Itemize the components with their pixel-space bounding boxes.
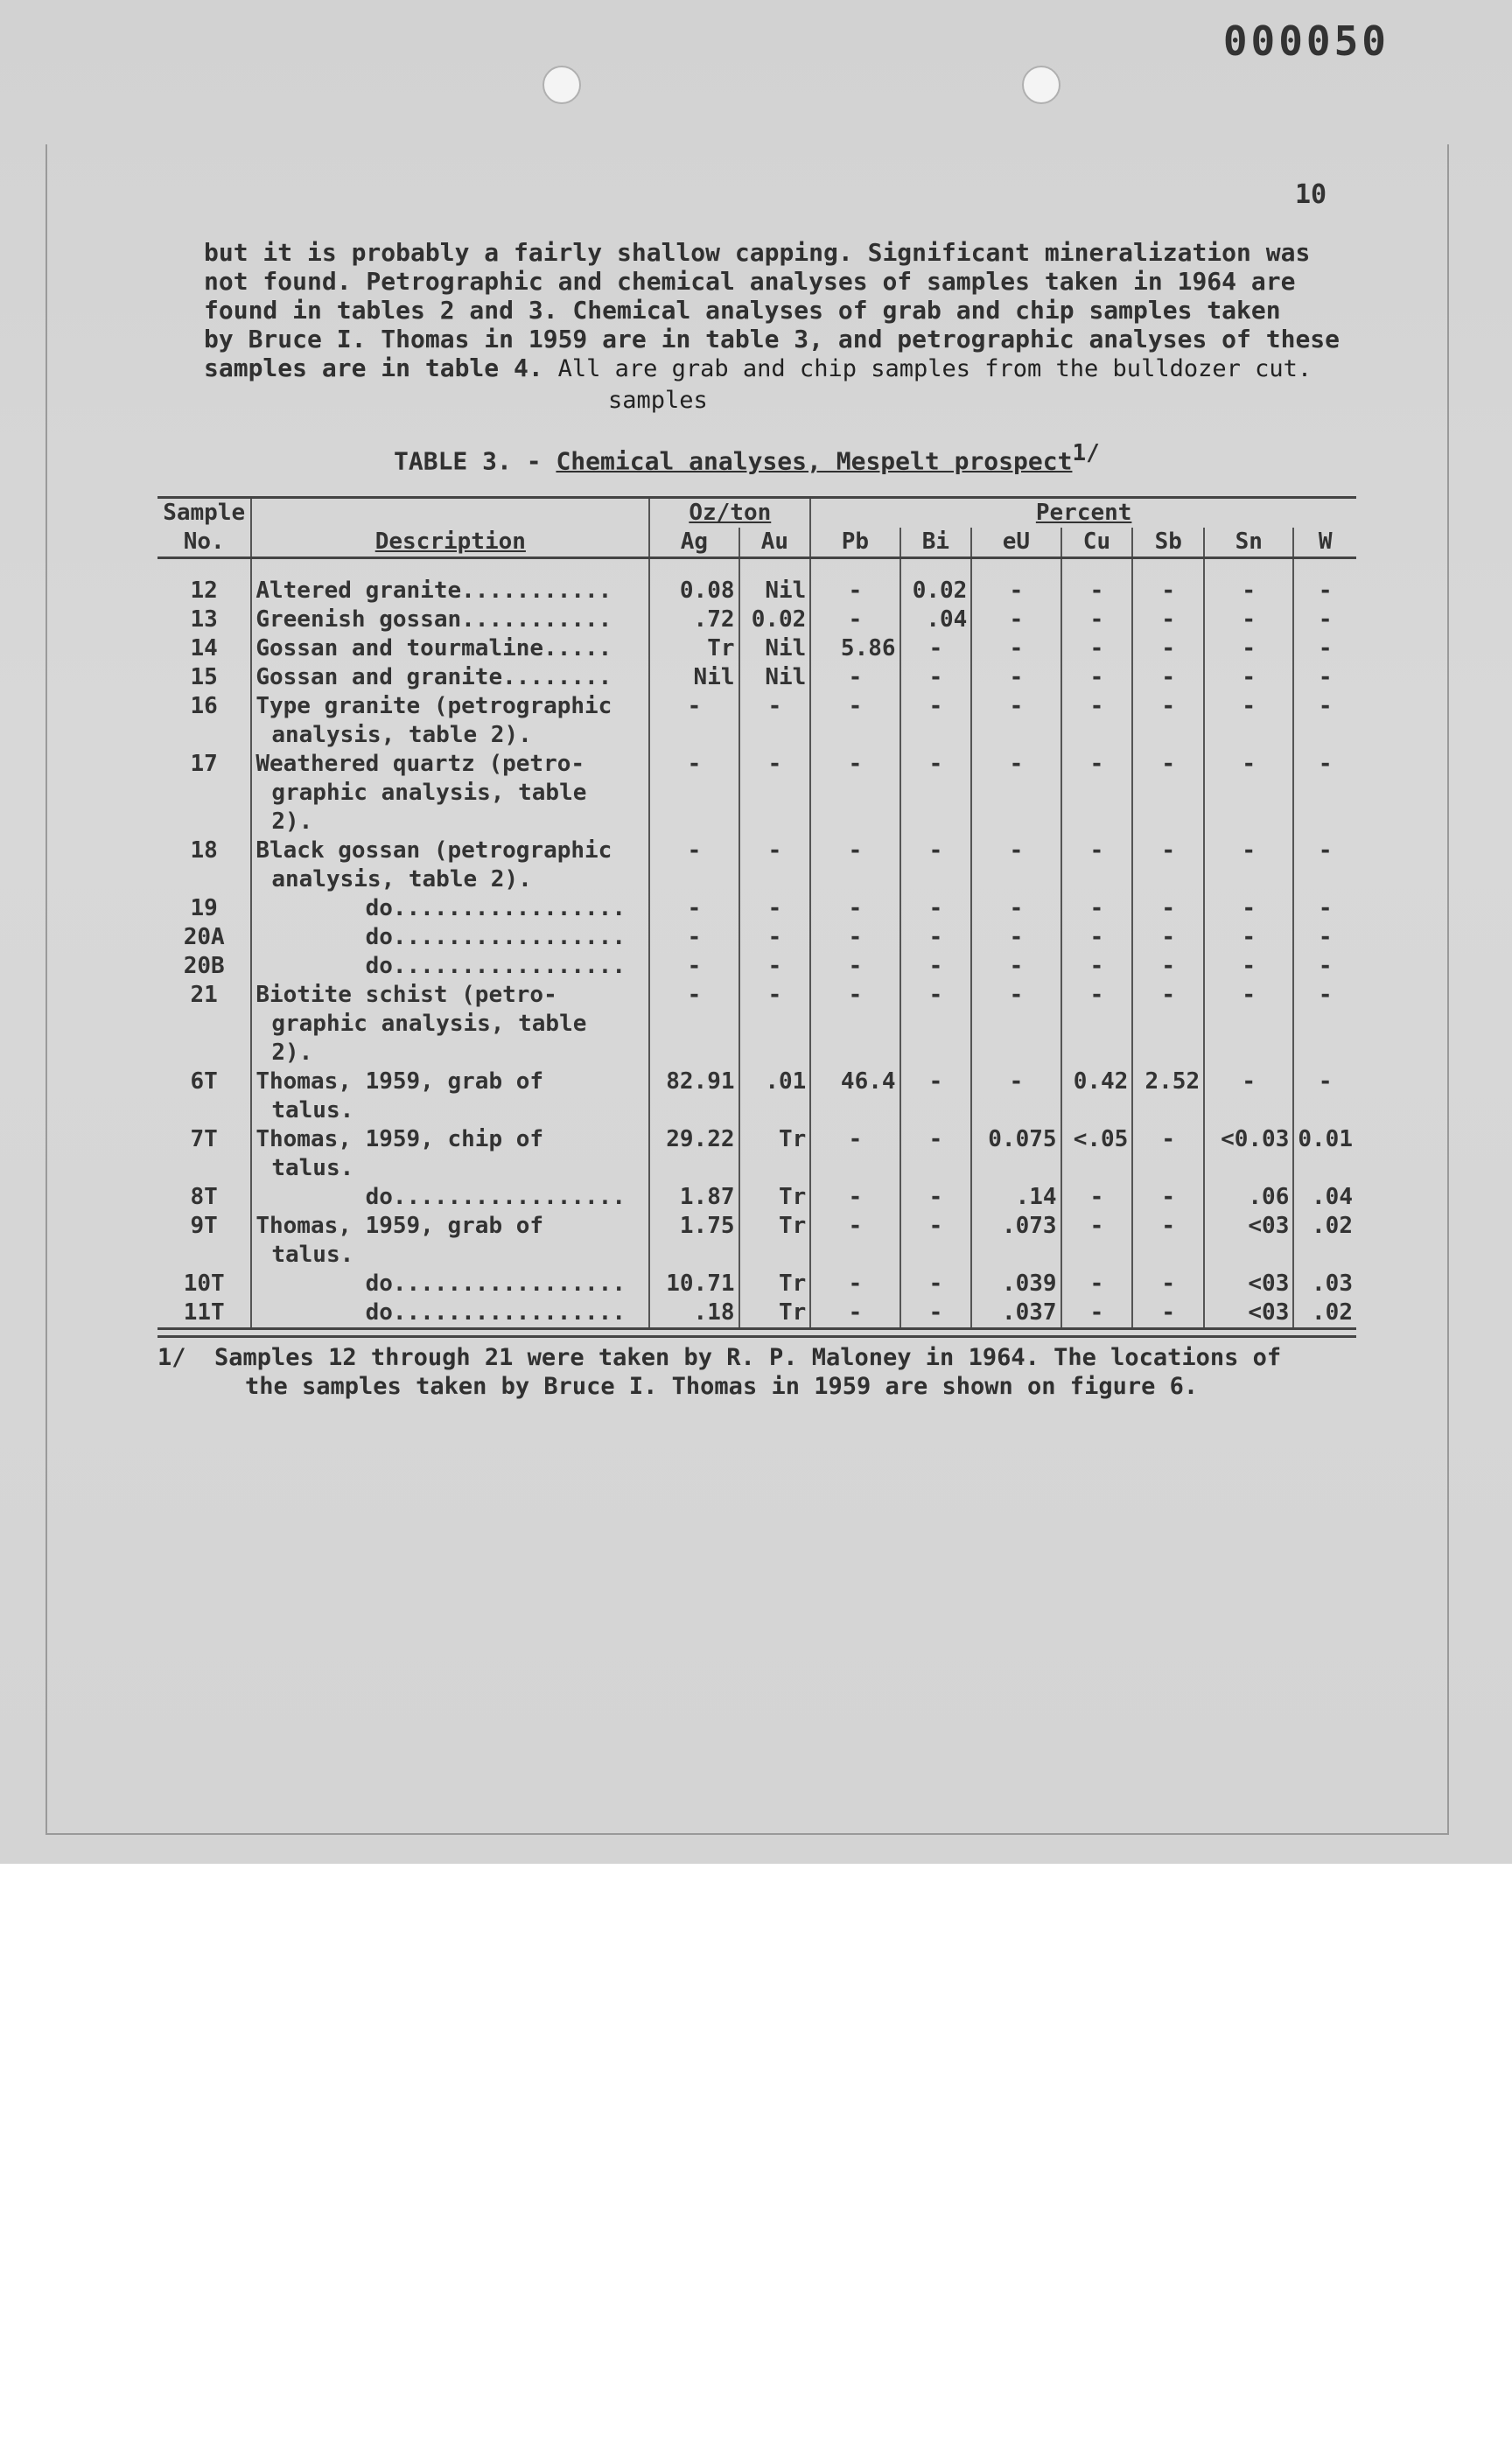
value-au: -	[739, 981, 811, 1068]
description-line: Thomas, 1959, chip of	[256, 1126, 544, 1152]
value-ag: 0.08	[649, 577, 738, 606]
value-cu: -	[1061, 663, 1133, 692]
value-cu: <.05	[1061, 1125, 1133, 1183]
value-sb: -	[1132, 923, 1204, 952]
value-pb: -	[810, 750, 900, 836]
value-au: Tr	[739, 1183, 811, 1212]
value-eu: -	[971, 952, 1060, 981]
value-eu: -	[971, 577, 1060, 606]
sample-description	[251, 952, 649, 981]
description-line: Biotite schist (petro-	[256, 982, 557, 1008]
spacer-row	[158, 558, 1356, 578]
header-sample-no: No.	[158, 528, 251, 558]
value-w: -	[1293, 750, 1356, 836]
value-cu: -	[1061, 836, 1133, 894]
value-au: -	[739, 692, 811, 750]
value-bi: -	[900, 750, 972, 836]
value-au: Nil	[739, 634, 811, 663]
value-ag: -	[649, 952, 738, 981]
value-sn: -	[1204, 923, 1293, 952]
header-group-percent	[810, 498, 1356, 528]
sample-number: 9T	[190, 1213, 218, 1239]
value-ag: -	[649, 692, 738, 750]
punch-hole-icon	[1022, 66, 1060, 104]
description-line: do.................	[256, 1184, 626, 1210]
value-pb: -	[810, 981, 900, 1068]
sample-description	[251, 1125, 649, 1183]
value-ag: -	[649, 923, 738, 952]
value-w: -	[1293, 1068, 1356, 1125]
value-au: -	[739, 952, 811, 981]
sample-number: 15	[190, 664, 218, 690]
header-au: Au	[739, 528, 811, 558]
value-sb: -	[1132, 1270, 1204, 1298]
value-sn: <0.03	[1204, 1125, 1293, 1183]
sample-number: 19	[190, 895, 218, 921]
sample-number: 11T	[158, 1298, 251, 1329]
punch-hole-icon	[542, 66, 581, 104]
value-eu: -	[971, 663, 1060, 692]
table-footnote	[158, 1335, 1348, 1401]
sample-number: 8T	[190, 1184, 218, 1210]
value-ag: .72	[649, 606, 738, 634]
description-line: Thomas, 1959, grab of	[256, 1068, 544, 1095]
value-bi: -	[900, 981, 972, 1068]
value-w: .02	[1293, 1298, 1356, 1329]
description-line: Weathered quartz (petro-	[256, 751, 585, 777]
typed-addition: All are grab and chip samples from the bulldozer cut.	[557, 355, 1312, 382]
value-ag: 1.87	[649, 1183, 738, 1212]
value-sb: -	[1132, 1212, 1204, 1270]
value-sn: -	[1204, 692, 1293, 750]
value-pb: 5.86	[810, 634, 900, 663]
table-title-prefix: TABLE 3. -	[394, 446, 556, 476]
value-w: -	[1293, 923, 1356, 952]
value-ag: Nil	[649, 663, 738, 692]
value-eu: -	[971, 634, 1060, 663]
value-sn: -	[1204, 894, 1293, 923]
value-pb: -	[810, 1212, 900, 1270]
value-w: -	[1293, 663, 1356, 692]
footnote-rule	[158, 1335, 1356, 1338]
sample-description	[251, 750, 649, 836]
table-row	[158, 634, 1356, 663]
inserted-word: samples	[608, 387, 708, 414]
table-row	[158, 894, 1356, 923]
description-line: do.................	[256, 895, 626, 921]
value-bi: -	[900, 634, 972, 663]
paragraph-line: by Bruce I. Thomas in 1959 are in table 3, and petrographic analyses of these	[204, 325, 1340, 354]
sample-description	[251, 981, 649, 1068]
table-row	[158, 1125, 1356, 1183]
sample-description	[251, 1270, 649, 1298]
value-au: -	[739, 750, 811, 836]
header-cu: Cu	[1061, 528, 1133, 558]
value-bi: -	[900, 1183, 972, 1212]
value-sb: 2.52	[1132, 1068, 1204, 1125]
value-pb: -	[810, 894, 900, 923]
table-body	[158, 558, 1356, 1329]
value-w: -	[1293, 577, 1356, 606]
value-sn: -	[1204, 663, 1293, 692]
value-pb: -	[810, 952, 900, 981]
description-line: do.................	[256, 953, 626, 979]
value-sn: -	[1204, 606, 1293, 634]
value-ag: 82.91	[649, 1068, 738, 1125]
value-ag: 1.75	[649, 1212, 738, 1270]
value-au: 0.02	[739, 606, 811, 634]
value-bi: -	[900, 692, 972, 750]
value-ag: -	[649, 836, 738, 894]
value-bi: -	[900, 1068, 972, 1125]
value-au: Tr	[739, 1125, 811, 1183]
header-w: W	[1293, 528, 1356, 558]
value-bi: -	[900, 1212, 972, 1270]
value-pb: -	[810, 923, 900, 952]
value-w: .03	[1293, 1270, 1356, 1298]
value-cu: -	[1061, 634, 1133, 663]
value-pb: 46.4	[810, 1068, 900, 1125]
table-row	[158, 606, 1356, 634]
sample-description	[251, 923, 649, 952]
value-au: .01	[739, 1068, 811, 1125]
value-sb: -	[1132, 1125, 1204, 1183]
description-line: graphic analysis, table	[271, 1011, 587, 1037]
table-row	[158, 750, 1356, 836]
sample-number: 17	[190, 751, 218, 777]
value-cu: 0.42	[1061, 1068, 1133, 1125]
description-line: Thomas, 1959, grab of	[256, 1213, 544, 1239]
sample-description	[251, 1298, 649, 1329]
header-sb: Sb	[1132, 528, 1204, 558]
value-au: -	[739, 923, 811, 952]
table-row	[158, 1183, 1356, 1212]
value-sb: -	[1132, 750, 1204, 836]
value-ag: Tr	[649, 634, 738, 663]
value-eu: -	[971, 836, 1060, 894]
value-sb: -	[1132, 894, 1204, 923]
value-bi: -	[900, 1298, 972, 1329]
sample-description	[251, 1068, 649, 1125]
sample-description	[251, 1183, 649, 1212]
value-cu: -	[1061, 692, 1133, 750]
sample-number: 6T	[190, 1068, 218, 1095]
sample-number: 16	[190, 693, 218, 719]
value-sb: -	[1132, 606, 1204, 634]
sample-number: 13	[190, 606, 218, 633]
value-eu: -	[971, 981, 1060, 1068]
table-title	[394, 440, 1100, 475]
sample-description	[251, 663, 649, 692]
value-eu: -	[971, 606, 1060, 634]
description-line: do.................	[256, 1299, 626, 1326]
header-description-label: Description	[374, 528, 526, 555]
value-cu: -	[1061, 981, 1133, 1068]
value-pb: -	[810, 577, 900, 606]
body-paragraph	[204, 238, 1341, 383]
value-sn: -	[1204, 836, 1293, 894]
description-line: analysis, table 2).	[271, 722, 532, 748]
value-eu: .073	[971, 1212, 1060, 1270]
value-au: -	[739, 894, 811, 923]
description-line: Greenish gossan...........	[256, 606, 612, 633]
description-line: Altered granite...........	[256, 578, 612, 604]
table-row	[158, 663, 1356, 692]
table-row	[158, 1212, 1356, 1270]
value-bi: -	[900, 663, 972, 692]
value-w: -	[1293, 836, 1356, 894]
value-eu: .039	[971, 1270, 1060, 1298]
description-line: talus.	[271, 1155, 354, 1181]
chemical-analyses-table	[158, 496, 1356, 1330]
header-description	[251, 528, 649, 558]
value-cu: -	[1061, 577, 1133, 606]
value-sb: -	[1132, 1183, 1204, 1212]
value-eu: -	[971, 923, 1060, 952]
value-sn: <03	[1204, 1212, 1293, 1270]
paragraph-line: but it is probably a fairly shallow capping. Significant mineralization was	[204, 238, 1311, 267]
value-cu: -	[1061, 894, 1133, 923]
document-stamp-number: 000050	[1222, 18, 1390, 65]
value-sn: -	[1204, 750, 1293, 836]
description-line: Gossan and tourmaline.....	[256, 635, 612, 662]
sample-number: 12	[190, 578, 218, 604]
table-row	[158, 577, 1356, 606]
value-w: -	[1293, 894, 1356, 923]
sample-description	[251, 634, 649, 663]
value-cu: -	[1061, 1212, 1133, 1270]
value-cu: -	[1061, 952, 1133, 981]
value-sb: -	[1132, 692, 1204, 750]
value-pb: -	[810, 1298, 900, 1329]
value-pb: -	[810, 692, 900, 750]
value-w: -	[1293, 952, 1356, 981]
sample-description	[251, 577, 649, 606]
value-sn: -	[1204, 952, 1293, 981]
value-sn: -	[1204, 1068, 1293, 1125]
value-eu: .14	[971, 1183, 1060, 1212]
value-cu: -	[1061, 1183, 1133, 1212]
paragraph-line: not found. Petrographic and chemical analyses of samples taken in 1964 are	[204, 267, 1296, 296]
header-eu: eU	[971, 528, 1060, 558]
footnote-text: the samples taken by Bruce I. Thomas in 1959 are shown on figure 6.	[245, 1373, 1199, 1400]
value-ag: .18	[649, 1298, 738, 1329]
paragraph-line: samples are in table 4.	[204, 354, 543, 382]
paragraph-line-last	[204, 354, 1341, 383]
value-sb: -	[1132, 634, 1204, 663]
value-bi: -	[900, 923, 972, 952]
sample-number: 20A	[183, 924, 225, 950]
sample-number: 10T	[183, 1270, 225, 1297]
value-bi: -	[900, 1125, 972, 1183]
value-cu: -	[1061, 1298, 1133, 1329]
sample-description	[251, 836, 649, 894]
sample-number: 7T	[190, 1126, 218, 1152]
header-ag: Ag	[649, 528, 738, 558]
value-eu: -	[971, 894, 1060, 923]
header-bi: Bi	[900, 528, 972, 558]
sample-description	[251, 894, 649, 923]
value-sn: .06	[1204, 1183, 1293, 1212]
description-line: do.................	[256, 1270, 626, 1297]
paragraph-line: found in tables 2 and 3. Chemical analyses of grab and chip samples taken	[204, 296, 1281, 325]
value-bi: .04	[900, 606, 972, 634]
value-sb: -	[1132, 577, 1204, 606]
value-au: -	[739, 836, 811, 894]
value-bi: -	[900, 894, 972, 923]
header-group-oz-label: Oz/ton	[689, 500, 772, 526]
value-eu: 0.075	[971, 1125, 1060, 1183]
table-row	[158, 1270, 1356, 1298]
value-w: -	[1293, 634, 1356, 663]
value-w: -	[1293, 606, 1356, 634]
table-row	[158, 692, 1356, 750]
value-bi: -	[900, 1270, 972, 1298]
value-bi: -	[900, 836, 972, 894]
sample-number: 18	[190, 837, 218, 864]
value-sn: <03	[1204, 1270, 1293, 1298]
value-w: 0.01	[1293, 1125, 1356, 1183]
value-au: Nil	[739, 663, 811, 692]
value-sb: -	[1132, 836, 1204, 894]
value-sn: <03	[1204, 1298, 1293, 1329]
value-cu: -	[1061, 923, 1133, 952]
value-sn: -	[1204, 981, 1293, 1068]
value-cu: -	[1061, 1270, 1133, 1298]
description-line: do.................	[256, 924, 626, 950]
value-sb: -	[1132, 981, 1204, 1068]
description-line: graphic analysis, table	[271, 780, 587, 806]
value-w: .02	[1293, 1212, 1356, 1270]
value-cu: -	[1061, 606, 1133, 634]
value-au: Tr	[739, 1298, 811, 1329]
header-sample: Sample	[158, 498, 251, 528]
value-sn: -	[1204, 634, 1293, 663]
table-row	[158, 1068, 1356, 1125]
description-line: Type granite (petrographic	[256, 693, 612, 719]
footnote-text: Samples 12 through 21 were taken by R. P. Maloney in 1964. The locations of	[214, 1344, 1282, 1371]
value-ag: -	[649, 981, 738, 1068]
header-description-top	[251, 498, 649, 528]
sample-number: 21	[190, 982, 218, 1008]
table-title-main: Chemical analyses, Mespelt prospect	[556, 446, 1073, 476]
value-sb: -	[1132, 952, 1204, 981]
value-eu: .037	[971, 1298, 1060, 1329]
value-pb: -	[810, 1270, 900, 1298]
description-line: 2).	[271, 1040, 313, 1066]
value-w: -	[1293, 981, 1356, 1068]
value-bi: 0.02	[900, 577, 972, 606]
value-pb: -	[810, 1125, 900, 1183]
description-line: talus.	[271, 1097, 354, 1124]
value-eu: -	[971, 750, 1060, 836]
value-pb: -	[810, 606, 900, 634]
page-number: 10	[1295, 179, 1327, 210]
value-pb: -	[810, 836, 900, 894]
description-line: Gossan and granite........	[256, 664, 612, 690]
value-pb: -	[810, 1183, 900, 1212]
value-eu: -	[971, 692, 1060, 750]
table-row	[158, 952, 1356, 981]
value-au: Nil	[739, 577, 811, 606]
header-group-percent-label: Percent	[1035, 500, 1132, 526]
value-eu: -	[971, 1068, 1060, 1125]
value-sb: -	[1132, 663, 1204, 692]
value-au: Tr	[739, 1270, 811, 1298]
value-w: -	[1293, 692, 1356, 750]
description-line: Black gossan (petrographic	[256, 837, 612, 864]
value-au: Tr	[739, 1212, 811, 1270]
footnote-line	[158, 1343, 1348, 1372]
value-pb: -	[810, 663, 900, 692]
value-sn: -	[1204, 577, 1293, 606]
sample-description	[251, 1212, 649, 1270]
table-row	[158, 1298, 1356, 1329]
table-row	[158, 923, 1356, 952]
header-pb: Pb	[810, 528, 900, 558]
value-bi: -	[900, 952, 972, 981]
sample-number: 14	[190, 635, 218, 662]
value-ag: -	[649, 750, 738, 836]
value-ag: 10.71	[649, 1270, 738, 1298]
description-line: 2).	[271, 808, 313, 835]
value-sb: -	[1132, 1298, 1204, 1329]
table-row	[158, 981, 1356, 1068]
sample-description	[251, 606, 649, 634]
description-line: analysis, table 2).	[271, 866, 532, 892]
value-w: .04	[1293, 1183, 1356, 1212]
header-group-oz	[649, 498, 810, 528]
value-ag: -	[649, 894, 738, 923]
description-line: talus.	[271, 1242, 354, 1268]
header-sn: Sn	[1204, 528, 1293, 558]
footnote-mark: 1/	[158, 1344, 186, 1371]
value-ag: 29.22	[649, 1125, 738, 1183]
table-title-footnote-mark: 1/	[1072, 440, 1100, 466]
value-cu: -	[1061, 750, 1133, 836]
sample-description	[251, 692, 649, 750]
table-row	[158, 836, 1356, 894]
sample-number: 20B	[183, 953, 225, 979]
